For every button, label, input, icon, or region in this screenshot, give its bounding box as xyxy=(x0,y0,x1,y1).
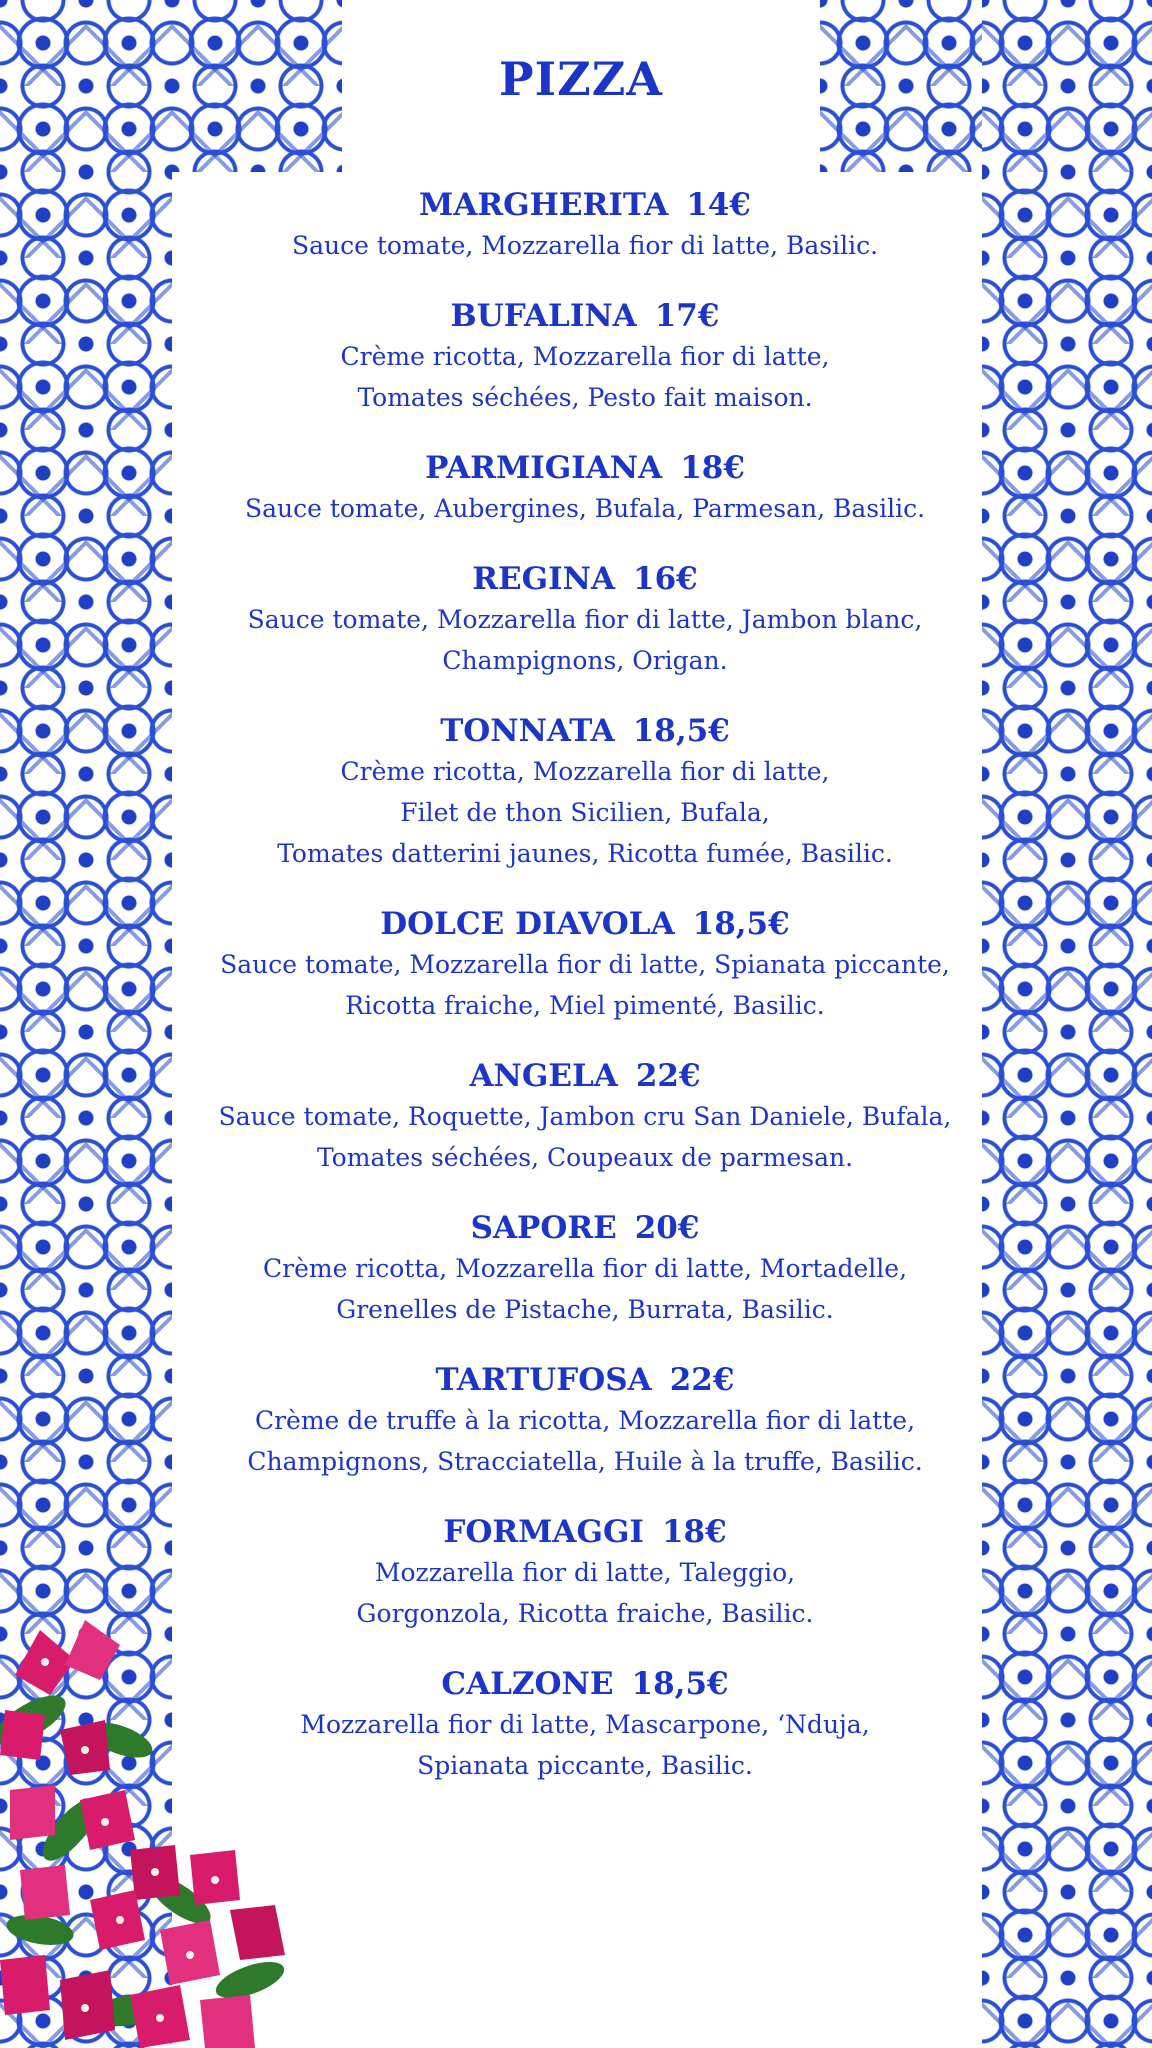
menu-item-name: ANGELA xyxy=(469,1058,618,1094)
bougainvillea-flowers-decoration xyxy=(0,1600,320,2048)
menu-item-price: 18,5€ xyxy=(692,906,790,942)
menu-item-name: CALZONE xyxy=(441,1666,614,1702)
menu-item-description-line: Champignons, Stracciatella, Huile à la truffe, Basilic. xyxy=(247,1447,923,1476)
menu-item-name: BUFALINA xyxy=(450,298,637,334)
menu-item-description-line: Crème ricotta, Mozzarella fior di latte, xyxy=(340,757,830,786)
menu-item-description-line: Mozzarella fior di latte, Mascarpone, ‘Nduja, xyxy=(300,1710,870,1739)
menu-item-description xyxy=(195,944,975,1026)
menu-item-description-line: Sauce tomate, Aubergines, Bufala, Parmesan, Basilic. xyxy=(244,494,926,523)
menu-item-name: MARGHERITA xyxy=(419,187,669,223)
menu-item-name: FORMAGGI xyxy=(443,1514,644,1550)
menu-item-price: 22€ xyxy=(635,1058,701,1094)
menu-item-description-line: Spianata piccante, Basilic. xyxy=(417,1751,753,1780)
tile-pattern-right xyxy=(982,0,1152,2048)
menu-item-description-line: Tomates séchées, Pesto fait maison. xyxy=(357,383,813,412)
menu-item-price: 18,5€ xyxy=(631,1666,729,1702)
menu-item-description-line: Sauce tomate, Mozzarella fior di latte, Jambon blanc, xyxy=(247,605,923,634)
menu-item-name: SAPORE xyxy=(470,1210,617,1246)
menu-item-description-line: Crème ricotta, Mozzarella fior di latte, Mortadelle, xyxy=(262,1254,908,1283)
menu-item-description xyxy=(195,488,975,529)
menu-title: PIZZA xyxy=(499,52,663,106)
menu-item-heading xyxy=(195,1056,975,1096)
menu-item-description xyxy=(195,1248,975,1330)
menu-item-price: 16€ xyxy=(633,561,698,597)
menu-item-description-line: Sauce tomate, Roquette, Jambon cru San Daniele, Bufala, xyxy=(218,1102,952,1131)
menu-item-description-line: Sauce tomate, Mozzarella fior di latte, Basilic. xyxy=(291,231,879,260)
menu-item-price: 14€ xyxy=(686,187,751,223)
menu-item-description xyxy=(195,1400,975,1482)
menu-item xyxy=(195,559,975,681)
menu-item-description xyxy=(195,225,975,266)
menu-item-price: 18€ xyxy=(661,1514,727,1550)
menu-item-name: TARTUFOSA xyxy=(435,1362,652,1398)
tile-pattern-top-left xyxy=(172,0,342,172)
menu-item xyxy=(195,1056,975,1178)
menu-item-heading xyxy=(195,296,975,336)
menu-item-price: 18€ xyxy=(680,450,745,486)
menu-item-price: 17€ xyxy=(654,298,720,334)
menu-item-description-line: Sauce tomate, Mozzarella fior di latte, Spianata piccante, xyxy=(220,950,950,979)
menu-item-heading xyxy=(195,559,975,599)
menu-item-description-line: Champignons, Origan. xyxy=(442,646,728,675)
menu-item-description-line: Filet de thon Sicilien, Bufala, xyxy=(400,798,770,827)
menu-item-heading xyxy=(195,1512,975,1552)
menu-item-description-line: Tomates séchées, Coupeaux de parmesan. xyxy=(316,1143,854,1172)
menu-item-description xyxy=(195,1096,975,1178)
menu-item xyxy=(195,904,975,1026)
menu-item xyxy=(195,711,975,874)
menu-item-description-line: Crème ricotta, Mozzarella fior di latte, xyxy=(340,342,830,371)
menu-item-heading xyxy=(195,904,975,944)
menu-item-name: REGINA xyxy=(472,561,616,597)
menu-item-name: DOLCE DIAVOLA xyxy=(380,906,675,942)
menu-item-heading xyxy=(195,448,975,488)
menu-item-name: TONNATA xyxy=(440,713,615,749)
menu-item-name: PARMIGIANA xyxy=(425,450,663,486)
menu-item-description xyxy=(195,751,975,874)
menu-item-description-line: Mozzarella fior di latte, Taleggio, xyxy=(374,1558,796,1587)
menu-item-price: 18,5€ xyxy=(632,713,730,749)
menu-item xyxy=(195,1360,975,1482)
menu-item-description-line: Tomates datterini jaunes, Ricotta fumée, Basilic. xyxy=(277,839,893,868)
menu-item xyxy=(195,448,975,529)
menu-item-heading xyxy=(195,185,975,225)
menu-item-description-line: Grenelles de Pistache, Burrata, Basilic. xyxy=(336,1295,834,1324)
menu-list xyxy=(195,185,975,1816)
menu-item-description xyxy=(195,336,975,418)
menu-item-heading xyxy=(195,1208,975,1248)
menu-item xyxy=(195,1208,975,1330)
menu-item xyxy=(195,296,975,418)
menu-item-heading xyxy=(195,1360,975,1400)
menu-item-description-line: Crème de truffe à la ricotta, Mozzarella fior di latte, xyxy=(254,1406,916,1435)
menu-item-heading xyxy=(195,711,975,751)
menu-item xyxy=(195,185,975,266)
menu-item-price: 22€ xyxy=(669,1362,735,1398)
menu-item-description-line: Gorgonzola, Ricotta fraiche, Basilic. xyxy=(356,1599,814,1628)
tile-pattern-top-right xyxy=(820,0,982,172)
menu-item-description xyxy=(195,599,975,681)
menu-item-description-line: Ricotta fraiche, Miel pimenté, Basilic. xyxy=(345,991,825,1020)
menu-item-price: 20€ xyxy=(634,1210,700,1246)
